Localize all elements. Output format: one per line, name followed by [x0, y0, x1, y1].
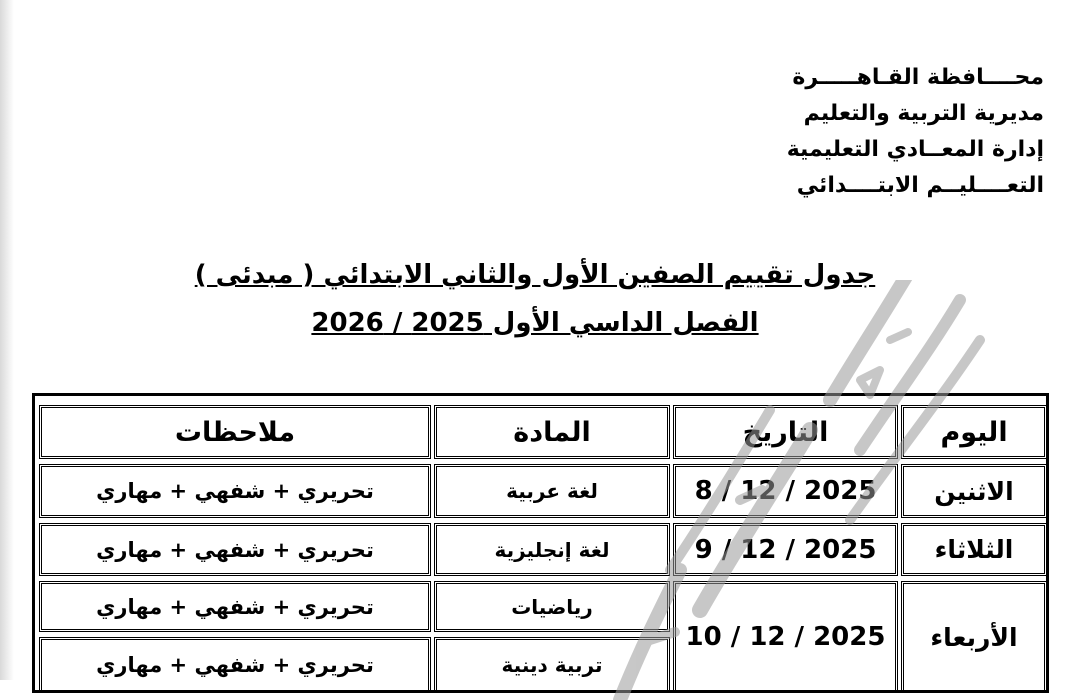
row-date: 8 / 12 / 2025 [673, 464, 898, 518]
row-date: 9 / 12 / 2025 [673, 523, 898, 576]
stage-line: التعــــليــم الابتــــدائي [796, 173, 1044, 198]
page-edge-shadow [0, 0, 14, 680]
header-subject: المادة [434, 405, 670, 459]
row-notes: تحريري + شفهي + مهاري [39, 637, 431, 693]
row-day: الثلاثاء [901, 523, 1047, 576]
header-notes: ملاحظات [39, 405, 431, 459]
row-date: 10 / 12 / 2025 [673, 581, 898, 693]
row-subject: لغة إنجليزية [434, 523, 670, 576]
row-notes: تحريري + شفهي + مهاري [39, 464, 431, 518]
directorate-line: مديرية التربية والتعليم [803, 101, 1044, 126]
row-day: الاثنين [901, 464, 1047, 518]
header-date: التاريخ [673, 405, 898, 459]
administration-line: إدارة المعــادي التعليمية [786, 137, 1044, 162]
row-subject: تربية دينية [434, 637, 670, 693]
header-day: اليوم [901, 405, 1047, 459]
row-notes: تحريري + شفهي + مهاري [39, 523, 431, 576]
row-day: الأربعاء [901, 581, 1047, 693]
document-title: جدول تقييم الصفين الأول والثاني الابتدائي ( مبدئى ) [194, 260, 876, 290]
row-notes: تحريري + شفهي + مهاري [39, 581, 431, 632]
row-subject: رياضيات [434, 581, 670, 632]
document-subtitle: الفصل الداسي الأول 2025 / 2026 [311, 308, 759, 338]
letterhead [787, 60, 1044, 204]
governorate-line: محــــافظة القـاهـــــرة [792, 65, 1044, 90]
row-subject: لغة عربية [434, 464, 670, 518]
schedule-table [32, 393, 1049, 693]
